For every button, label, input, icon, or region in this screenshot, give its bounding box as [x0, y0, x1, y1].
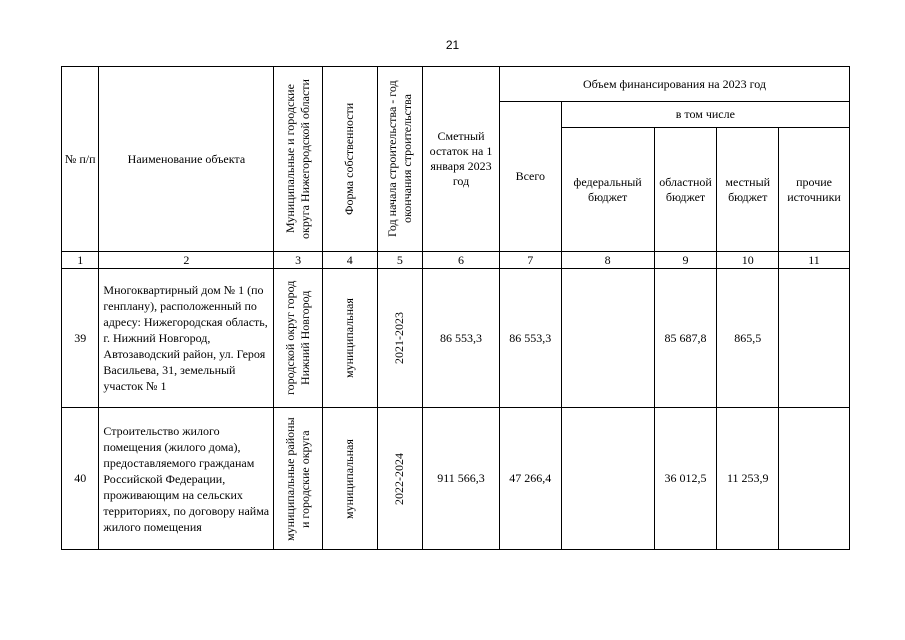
header-ownership-cell — [322, 67, 377, 252]
column-number: 7 — [499, 252, 561, 269]
financing-table — [61, 66, 850, 550]
row-estimate: 86 553,3 — [423, 269, 500, 408]
header-local: местный бюджет — [717, 128, 779, 252]
row-no: 39 — [62, 269, 99, 408]
row-years: 2022-2024 — [392, 452, 407, 505]
header-other: прочие источники — [779, 128, 850, 252]
row-municipality: муниципальные районы и городские округа — [283, 416, 313, 541]
row-municipality: городской округ город Нижний Новгород — [283, 280, 313, 396]
row-years: 2021-2023 — [392, 312, 407, 364]
row-regional: 85 687,8 — [654, 269, 717, 408]
row-ownership-cell — [322, 269, 377, 408]
header-name: Наименование объекта — [99, 67, 274, 252]
row-years-cell — [377, 269, 423, 408]
row-other — [779, 269, 850, 408]
column-number: 3 — [274, 252, 323, 269]
column-number: 9 — [654, 252, 717, 269]
table-row — [62, 408, 850, 550]
header-federal: федеральный бюджет — [561, 128, 654, 252]
row-total: 86 553,3 — [499, 269, 561, 408]
header-ownership: Форма собственности — [342, 102, 357, 216]
row-ownership: муниципальная — [342, 438, 357, 519]
page-number: 21 — [445, 38, 460, 52]
row-object-name: Строительство жилого помещения (жилого дома), предоставляемого гражданам Российской Федерации, проживающим на сельских территориях, по договору найма жилого помещения — [99, 408, 274, 550]
row-federal — [561, 408, 654, 550]
column-number: 10 — [717, 252, 779, 269]
column-number: 1 — [62, 252, 99, 269]
row-local: 865,5 — [717, 269, 779, 408]
table-row — [62, 269, 850, 408]
header-years-cell — [377, 67, 423, 252]
column-number: 11 — [779, 252, 850, 269]
column-number: 5 — [377, 252, 423, 269]
header-municipality-cell — [274, 67, 323, 252]
row-no: 40 — [62, 408, 99, 550]
header-including: в том числе — [561, 102, 849, 128]
row-object-name: Многоквартирный дом № 1 (по генплану), расположенный по адресу: Нижегородская область, г. Нижний Новгород, Автозаводский район, ул. Героя Васильева, 31, земельный участок № 1 — [99, 269, 274, 408]
column-number: 6 — [423, 252, 500, 269]
header-regional: областной бюджет — [654, 128, 717, 252]
header-funding: Объем финансирования на 2023 год — [499, 67, 849, 102]
header-total: Всего — [499, 102, 561, 252]
row-regional: 36 012,5 — [654, 408, 717, 550]
row-local: 11 253,9 — [717, 408, 779, 550]
header-years: Год начала строительства - год окончания строительства — [384, 80, 414, 238]
column-number: 2 — [99, 252, 274, 269]
header-municipality: Муниципальные и городские округа Нижегородской области — [283, 79, 313, 239]
column-number: 4 — [322, 252, 377, 269]
row-estimate: 911 566,3 — [423, 408, 500, 550]
header-no: № п/п — [62, 67, 99, 252]
row-federal — [561, 269, 654, 408]
row-ownership: муниципальная — [342, 298, 357, 378]
row-years-cell — [377, 408, 423, 550]
row-municipality-cell — [274, 269, 323, 408]
row-total: 47 266,4 — [499, 408, 561, 550]
row-ownership-cell — [322, 408, 377, 550]
row-municipality-cell — [274, 408, 323, 550]
column-numbers-row — [62, 252, 850, 269]
column-number: 8 — [561, 252, 654, 269]
header-estimate: Сметный остаток на 1 января 2023 год — [423, 67, 500, 252]
row-other — [779, 408, 850, 550]
